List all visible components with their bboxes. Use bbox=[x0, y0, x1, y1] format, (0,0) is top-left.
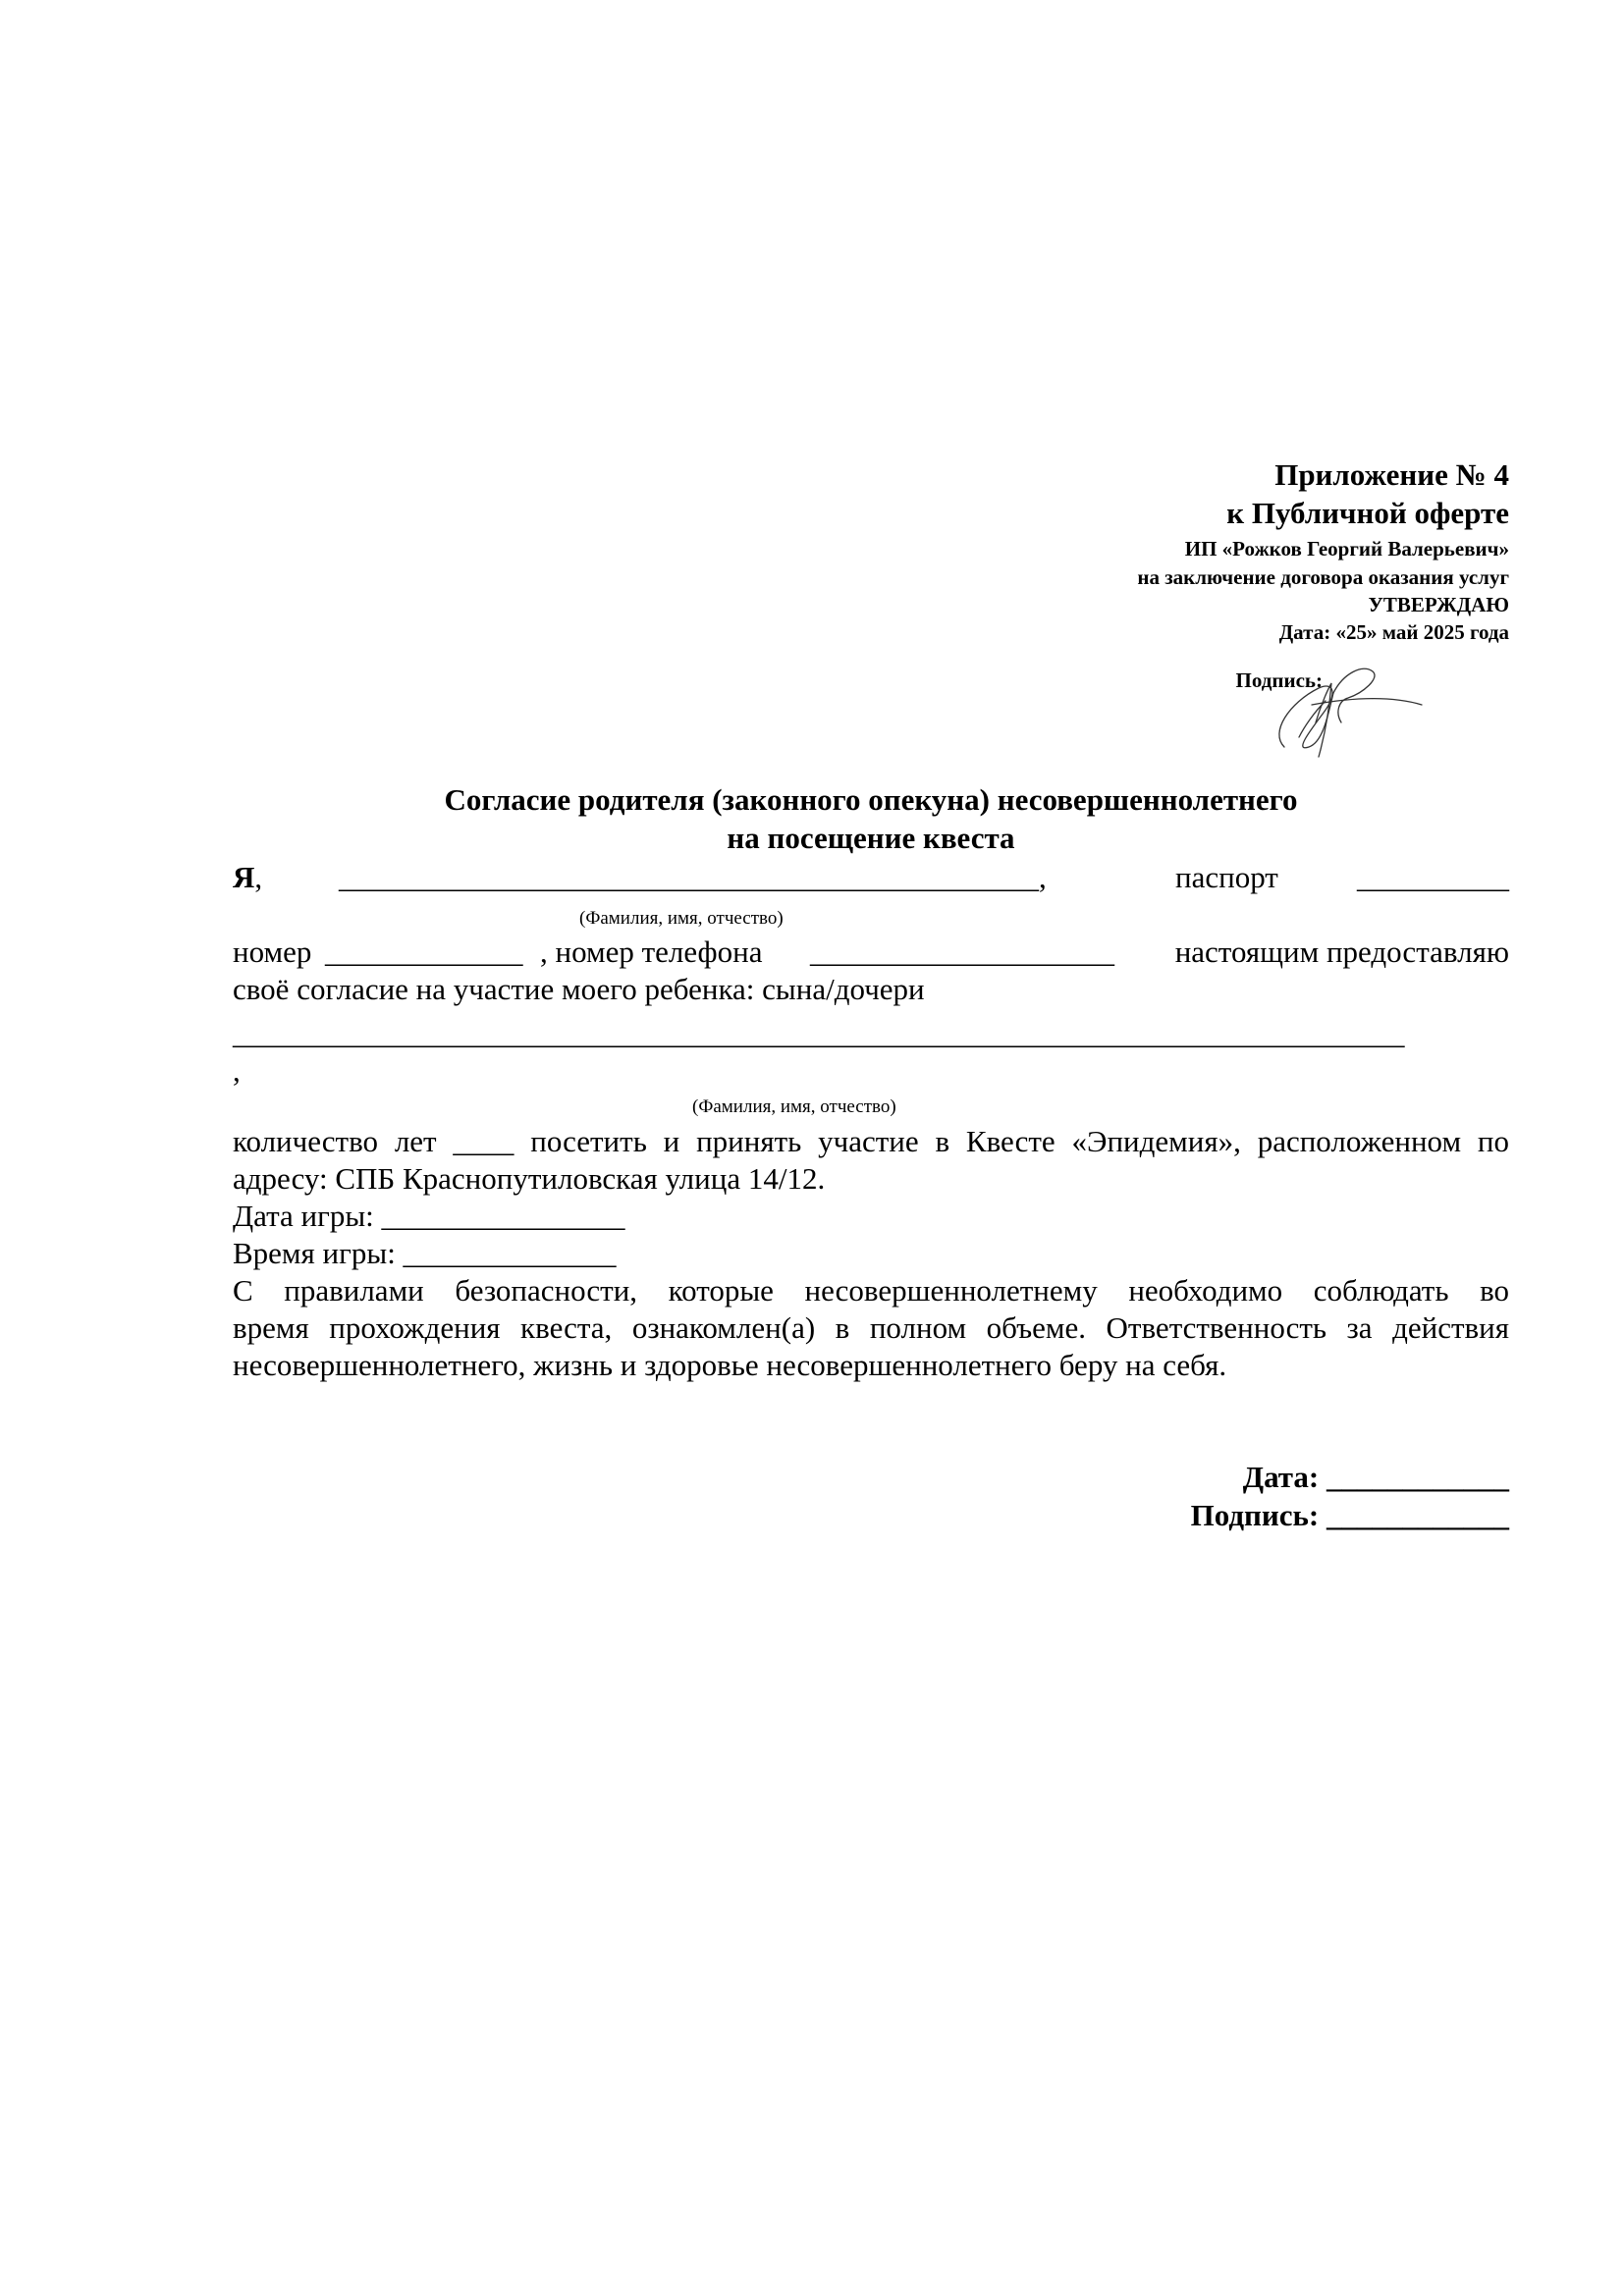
approval-label: УТВЕРЖДАЮ bbox=[1368, 593, 1509, 616]
child-fio-field[interactable]: _____________________________________________________________________________ bbox=[233, 1016, 1405, 1050]
child-comma: , bbox=[233, 1053, 241, 1088]
consent-line: своё согласие на участие моего ребенка: сына/дочери bbox=[233, 972, 925, 1006]
signature-label: Подпись: bbox=[1235, 668, 1323, 692]
nomer-label: номер bbox=[233, 934, 312, 969]
age-line: количество лет ____ посетить и принять участие в Квесте «Эпидемия», расположенном по bbox=[233, 1124, 1509, 1158]
entrepreneur-name: ИП «Рожков Георгий Валерьевич» bbox=[1184, 537, 1509, 561]
handwritten-signature bbox=[1265, 654, 1432, 762]
consent-text: настоящим предоставляю bbox=[1174, 934, 1509, 969]
footer-date-field[interactable]: Дата: ____________ bbox=[1242, 1460, 1509, 1494]
address-line: адресу: СПБ Краснопутиловская улица 14/12. bbox=[233, 1161, 826, 1196]
rules-line-2: время прохождения квеста, ознакомлен(а) в полном объеме. Ответственность за действия bbox=[233, 1310, 1509, 1345]
rules-line-1: С правилами безопасности, которые несовершеннолетнему необходимо соблюдать во bbox=[233, 1273, 1509, 1308]
passport-label: паспорт bbox=[1175, 860, 1278, 894]
footer-signature-field[interactable]: Подпись: ____________ bbox=[1190, 1498, 1509, 1532]
game-time-field[interactable]: Время игры: ______________ bbox=[233, 1236, 617, 1270]
contract-purpose: на заключение договора оказания услуг bbox=[1137, 565, 1509, 589]
rules-line-3: несовершеннолетнего, жизнь и здоровье несовершеннолетнего беру на себя. bbox=[233, 1348, 1227, 1382]
phone-field[interactable]: ____________________ bbox=[810, 934, 1114, 969]
document-title: Согласие родителя (законного опекуна) несовершеннолетнего bbox=[444, 782, 1298, 817]
child-fio-caption: (Фамилия, имя, отчество) bbox=[692, 1096, 896, 1117]
appendix-number: Приложение № 4 bbox=[1274, 457, 1509, 492]
document-subtitle: на посещение квеста bbox=[727, 821, 1015, 855]
offer-reference: к Публичной оферте bbox=[1226, 496, 1509, 530]
ya-label: Я bbox=[233, 860, 255, 894]
passport-series-field[interactable]: __________ bbox=[1357, 860, 1509, 894]
applicant-fio-caption: (Фамилия, имя, отчество) bbox=[579, 908, 784, 929]
game-date-field[interactable]: Дата игры: ________________ bbox=[233, 1199, 625, 1233]
passport-number-field[interactable]: _____________ bbox=[325, 934, 523, 969]
ya-comma: , bbox=[254, 860, 263, 894]
fio-comma: , bbox=[1039, 860, 1047, 894]
approval-date: Дата: «25» май 2025 года bbox=[1278, 620, 1509, 644]
applicant-fio-field[interactable]: ______________________________________________ bbox=[339, 860, 1039, 894]
phone-label: , номер телефона bbox=[540, 934, 763, 969]
